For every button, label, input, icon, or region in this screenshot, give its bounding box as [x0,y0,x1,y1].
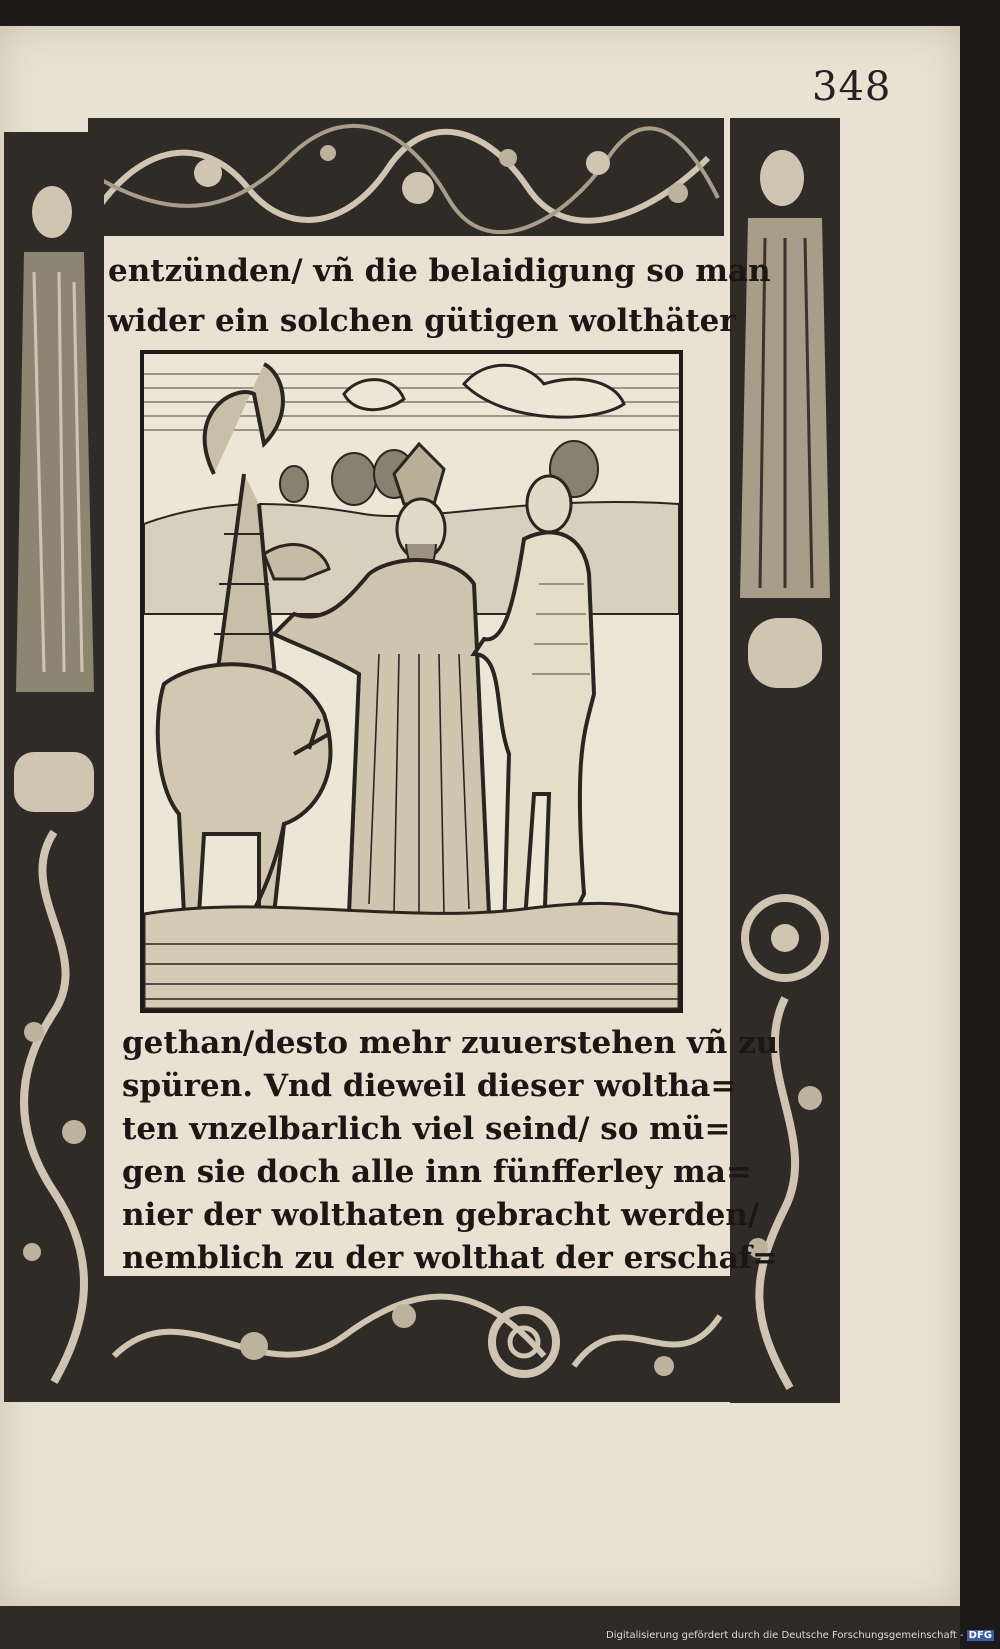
top-scan-edge [0,0,1000,26]
text-line: entzünden/ vñ die belaidigung so man [108,253,771,289]
text-line: nemblich zu der wolthat der erschaf= [122,1240,778,1276]
border-top-ornament [88,118,724,236]
dfg-logo: DFG [968,1630,992,1641]
text-line: nier der wolthaten gebracht werden/ [122,1197,760,1233]
credit-text: Digitalisierung gefördert durch die Deutsche Forschungsgemeinschaft - [606,1630,964,1641]
text-line: wider ein solchen gütigen wolthäter [108,303,736,339]
text-line: ten vnzelbarlich viel seind/ so mü= [122,1111,731,1147]
right-scan-edge [960,0,1000,1649]
woodcut-illustration [140,350,683,1013]
text-line: gen sie doch alle inn fünfferley ma= [122,1154,752,1190]
folio-number: 348 [812,64,892,110]
text-line: spüren. Vnd dieweil dieser woltha= [122,1068,737,1104]
text-block-bottom [122,1022,778,1280]
text-line: gethan/desto mehr zuuerstehen vñ zu [122,1025,779,1061]
digitization-credit [606,1630,994,1641]
border-left-ornament [4,132,104,1402]
border-bottom-ornament [104,1276,730,1402]
text-block-top [108,246,771,346]
